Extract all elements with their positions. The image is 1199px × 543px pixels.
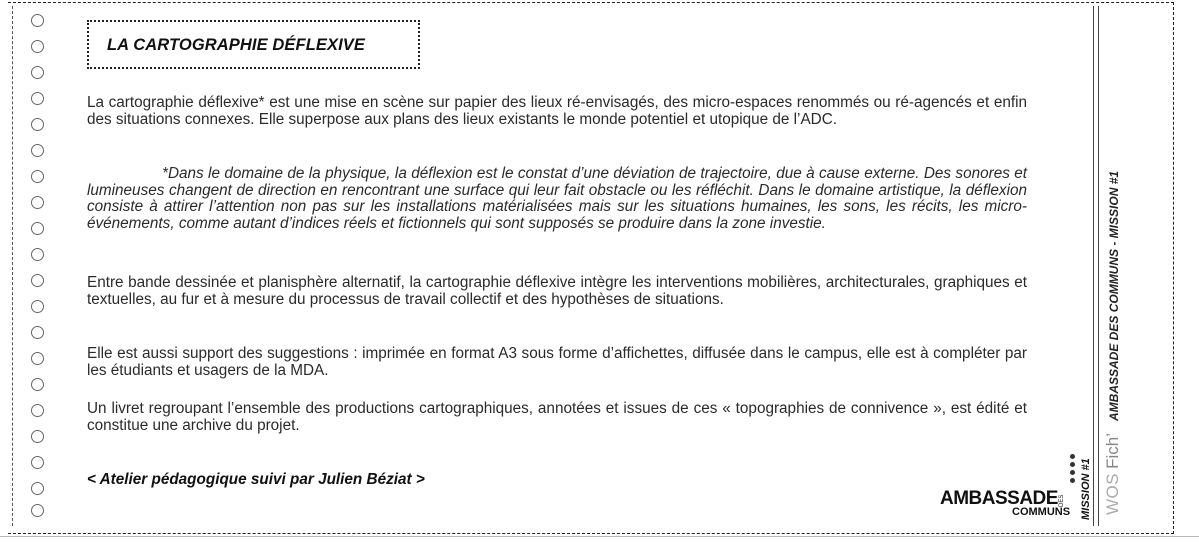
side-label: [1103, 95, 1123, 515]
punch-hole: [31, 378, 44, 391]
paragraph-support: Elle est aussi support des suggestions : imprimée en format A3 sous forme d’affichettes, diffusée dans le campus, elle est à compléter par les étudiants et usagers de la MDA.: [87, 345, 1027, 379]
logo-des: DES: [1059, 494, 1065, 507]
side-divider: [1093, 6, 1099, 526]
credits-line: < Atelier pédagogique suivi par Julien Béziat >: [87, 471, 425, 488]
fiche-card: [8, 2, 1174, 534]
punch-hole: [31, 404, 44, 417]
punch-hole: [31, 144, 44, 157]
side-ambassade-label: AMBASSADE DES COMMUNS - MISSION #1: [1107, 170, 1121, 421]
punch-hole: [31, 248, 44, 261]
side-fich: Fich’: [1103, 432, 1122, 469]
punch-hole: [31, 300, 44, 313]
punch-holes-strip: [12, 6, 39, 526]
punch-hole: [31, 326, 44, 339]
paragraph-description: Entre bande dessinée et planisphère alternatif, la cartographie déflexive intègre les interventions mobilières, architecturales, graphiques et textuelles, au fur et à mesure du processus de travail collectif et des hypothèses de situations.: [87, 274, 1027, 308]
punch-hole: [31, 196, 44, 209]
punch-hole: [31, 274, 44, 287]
side-wos: WOS: [1103, 472, 1122, 515]
punch-hole: [31, 92, 44, 105]
punch-hole: [31, 222, 44, 235]
punch-hole: [31, 40, 44, 53]
punch-hole: [31, 66, 44, 79]
punch-hole: [31, 482, 44, 495]
logo-communs: COMMUNS: [1012, 506, 1071, 518]
punch-hole: [31, 170, 44, 183]
punch-hole: [31, 456, 44, 469]
punch-hole: [31, 118, 44, 131]
title-box: [87, 20, 420, 69]
bottom-divider: [0, 536, 1199, 537]
logo-dots-icon: [1070, 454, 1075, 486]
paragraph-footnote: *Dans le domaine de la physique, la déflexion est le constat d’une déviation de trajectoire, due à cause externe. Des sonores et lumineuses changent de direction en rencontrant une surface qui leur fait obstacle ou les réfléchit. Dans le domaine artistique, la déflexion consiste à attirer l’attention non pas sur les installations matérialisées mais sur les situations humaines, les sons, les récits, les micro-événements, comme autant d’indices réels et fictionnels qui sont supposés se produire dans la zone investie.: [87, 165, 1027, 232]
punch-hole: [31, 14, 44, 27]
logo-mission-label: MISSION #1: [1080, 458, 1092, 520]
punch-hole: [31, 504, 44, 517]
paragraph-intro: La cartographie déflexive* est une mise en scène sur papier des lieux ré-envisagés, des micro-espaces renommés ou ré-agencés et enfin des situations connexes. Elle superpose aux plans des lieux existants le monde potentiel et utopique de l’ADC.: [87, 94, 1027, 128]
logo-ambassade: AMBASSADE: [940, 488, 1058, 509]
punch-hole: [31, 352, 44, 365]
punch-hole: [31, 430, 44, 443]
paragraph-booklet: Un livret regroupant l’ensemble des productions cartographiques, annotées et issues de ces « topographies de connivence », est édité et constitue une archive du projet.: [87, 400, 1027, 434]
page-title: LA CARTOGRAPHIE DÉFLEXIVE: [107, 36, 365, 54]
